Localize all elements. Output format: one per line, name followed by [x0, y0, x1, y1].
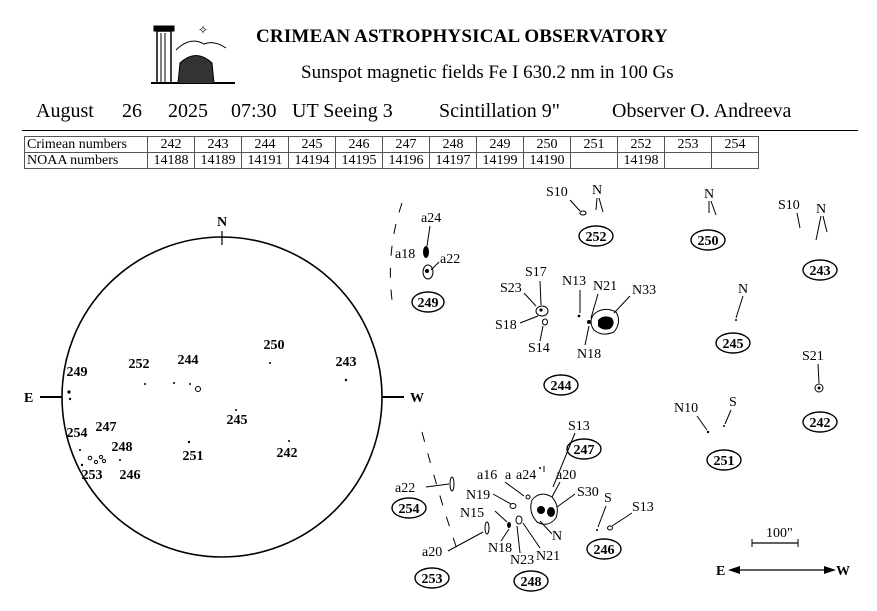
r243-label: N [816, 202, 827, 217]
disk-region-label-245: 245 [226, 413, 248, 428]
r245-number: 245 [722, 337, 744, 352]
disk-region-label-247: 247 [95, 420, 117, 435]
disk-region-label-253: 253 [81, 468, 103, 483]
noaa-cell: 14189 [195, 153, 242, 169]
noaa-cell: 14190 [524, 153, 571, 169]
region-252-detail [546, 183, 613, 246]
r253-number: 253 [421, 572, 443, 587]
scale-west-label: W [836, 564, 850, 579]
r244-label: N33 [632, 283, 657, 298]
page-subtitle: Sunspot magnetic fields Fe I 630.2 nm in 100 Gs [301, 62, 674, 83]
region-254-detail [392, 477, 454, 518]
r246-label: S13 [632, 500, 654, 515]
r246-label: S [604, 491, 612, 506]
r250-label: N [704, 187, 715, 202]
obs-seeing: UT Seeing 3 [292, 100, 393, 122]
r249-label: a22 [440, 252, 461, 267]
r248-label: N15 [460, 506, 485, 521]
r248-label: N19 [466, 488, 491, 503]
disk-spots [67, 362, 347, 466]
r249-label: a24 [421, 211, 442, 226]
crimean-cell: 251 [571, 137, 618, 153]
noaa-cell: 14188 [148, 153, 195, 169]
r244-label: N13 [562, 274, 587, 289]
crimean-cell: 248 [430, 137, 477, 153]
r244-label: S18 [495, 318, 517, 333]
disk-region-label-249: 249 [66, 365, 88, 380]
r243-number: 243 [809, 264, 831, 279]
r248-label: N21 [536, 549, 561, 564]
svg-text:✧: ✧ [198, 23, 209, 37]
obs-time: 07:30 [231, 100, 277, 122]
crimean-cell: 243 [195, 137, 242, 153]
crimean-cell: 250 [524, 137, 571, 153]
crimean-cell: 242 [148, 137, 195, 153]
r248-label: a16 [477, 468, 498, 483]
crimean-cell: 252 [618, 137, 665, 153]
crimean-label: Crimean numbers [25, 137, 148, 153]
scale-east-label: E [716, 564, 726, 579]
crimean-cell: 244 [242, 137, 289, 153]
r249-label: a18 [395, 247, 416, 262]
solar-disk [24, 215, 424, 557]
observatory-logo-icon [151, 23, 235, 83]
region-250-detail [691, 187, 725, 250]
disk-region-label-244: 244 [177, 353, 199, 368]
r244-label: S23 [500, 281, 522, 296]
crimean-cell: 246 [336, 137, 383, 153]
disk-region-label-242: 242 [276, 446, 298, 461]
disk-region-label-246: 246 [119, 468, 141, 483]
r248-label: a24 [516, 468, 537, 483]
disk-region-label-248: 248 [111, 440, 133, 455]
r250-number: 250 [697, 234, 719, 249]
r247-label: S13 [568, 419, 590, 434]
r244-label: S14 [528, 341, 550, 356]
obs-year: 2025 [168, 100, 208, 122]
noaa-cell: 14194 [289, 153, 336, 169]
r252-number: 252 [585, 230, 607, 245]
region-242-detail [802, 349, 837, 432]
r249-number: 249 [417, 296, 439, 311]
crimean-cell: 247 [383, 137, 430, 153]
r251-number: 251 [713, 454, 735, 469]
crimean-cell: 245 [289, 137, 336, 153]
noaa-label: NOAA numbers [25, 153, 148, 169]
noaa-cell: 14198 [618, 153, 665, 169]
noaa-cell: 14196 [383, 153, 430, 169]
r253-label: a20 [422, 545, 443, 560]
obs-observer: Observer O. Andreeva [612, 100, 792, 122]
r247-number: 247 [573, 443, 595, 458]
r242-number: 242 [809, 416, 831, 431]
scale-label: 100" [766, 526, 793, 541]
r243-label: S10 [778, 198, 800, 213]
r248-number: 248 [520, 575, 542, 590]
crimean-cell: 253 [665, 137, 712, 153]
disk-north-label: N [216, 215, 228, 230]
disk-region-label-251: 251 [182, 449, 204, 464]
noaa-cell: 14191 [242, 153, 289, 169]
disk-east-label: E [24, 391, 34, 406]
r248-label: N18 [488, 541, 513, 556]
crimean-cell: 254 [712, 137, 759, 153]
region-245-detail [716, 282, 750, 353]
r248-label: N [552, 529, 563, 544]
r245-label: N [738, 282, 749, 297]
obs-scintillation: Scintillation 9" [439, 100, 560, 122]
r246-number: 246 [593, 543, 615, 558]
scale-bar [716, 526, 850, 579]
limb-arc-bottom [422, 432, 458, 552]
obs-month: August [36, 100, 94, 122]
disk-region-label-252: 252 [128, 357, 150, 372]
r254-number: 254 [398, 502, 420, 517]
r244-label: N21 [593, 279, 618, 294]
r252-label: N [592, 183, 603, 198]
r248-label: a20 [556, 468, 577, 483]
r252-label: S10 [546, 185, 568, 200]
crimean-cell: 249 [477, 137, 524, 153]
r244-label: S17 [525, 265, 547, 280]
disk-region-label-254: 254 [66, 426, 88, 441]
r248-label: N23 [510, 553, 535, 568]
region-246-detail [587, 491, 654, 559]
r251-label: N10 [674, 401, 699, 416]
region-244-detail [495, 265, 656, 395]
region-249-detail [395, 211, 460, 312]
region-248-detail [460, 466, 599, 591]
r248-label: S30 [577, 485, 599, 500]
r244-number: 244 [550, 379, 572, 394]
r242-label: S21 [802, 349, 824, 364]
disk-west-label: W [410, 391, 424, 406]
r251-label: S [729, 395, 737, 410]
r244-label: N18 [577, 347, 602, 362]
region-253-detail [415, 532, 483, 588]
obs-day: 26 [122, 100, 142, 122]
noaa-cell: 14195 [336, 153, 383, 169]
disk-region-label-250: 250 [263, 338, 285, 353]
page-title: CRIMEAN ASTROPHYSICAL OBSERVATORY [256, 26, 668, 47]
disk-region-label-243: 243 [335, 355, 357, 370]
r254-label: a22 [395, 481, 416, 496]
noaa-cell: 14197 [430, 153, 477, 169]
r248-label: a [505, 468, 512, 483]
region-243-detail [778, 198, 837, 280]
region-251-detail [674, 395, 741, 470]
noaa-cell: 14199 [477, 153, 524, 169]
